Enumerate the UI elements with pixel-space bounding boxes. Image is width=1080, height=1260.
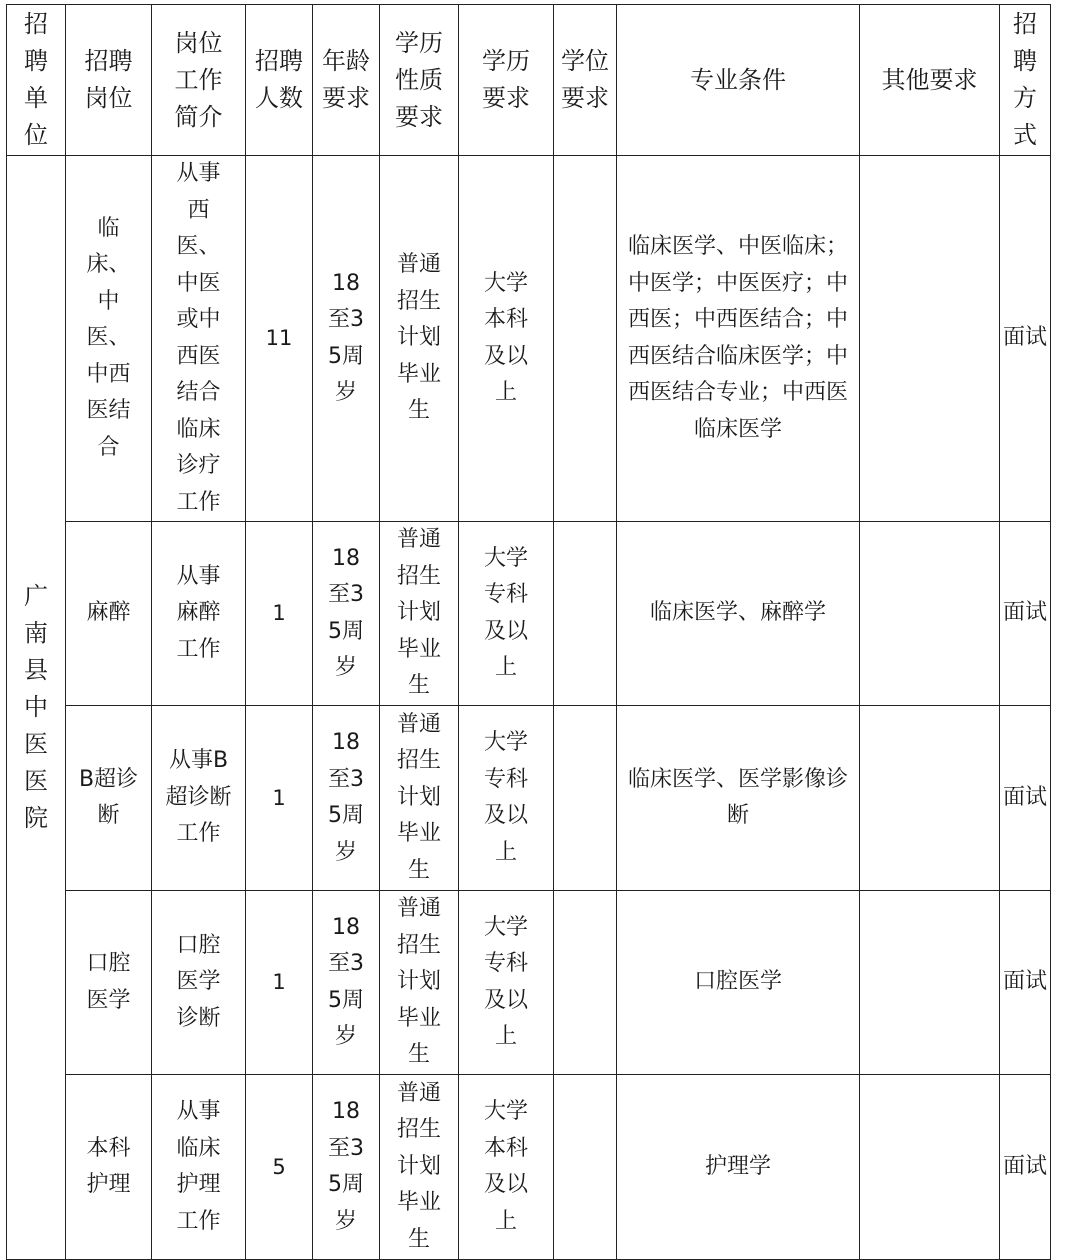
table-row [7, 706, 1051, 891]
header-edu-req: 学历要求 [459, 5, 554, 156]
header-method: 招聘方式 [1000, 5, 1051, 156]
edu-type-cell: 普通招生计划毕业生 [380, 522, 459, 706]
major-cell: 护理学 [617, 1075, 860, 1260]
table-row [7, 891, 1051, 1075]
intro-cell: 从事麻醉工作 [152, 522, 246, 706]
table-row [7, 522, 1051, 706]
age-cell: 18至35周岁 [313, 1075, 380, 1260]
edu-type-cell: 普通招生计划毕业生 [380, 1075, 459, 1260]
method-cell: 面试 [1000, 706, 1051, 891]
count-cell: 5 [246, 1075, 313, 1260]
header-age: 年龄要求 [313, 5, 380, 156]
other-cell [860, 891, 1000, 1075]
count-cell: 1 [246, 522, 313, 706]
major-cell: 临床医学、中医临床；中医学；中医医疗；中西医；中西医结合；中西医结合临床医学；中西医结合专业；中西医临床医学 [617, 156, 860, 522]
edu-type-cell: 普通招生计划毕业生 [380, 891, 459, 1075]
method-cell: 面试 [1000, 891, 1051, 1075]
header-row [7, 5, 1051, 156]
position-cell: 麻醉 [66, 522, 152, 706]
method-cell: 面试 [1000, 522, 1051, 706]
recruitment-table [6, 4, 1051, 1260]
age-cell: 18至35周岁 [313, 706, 380, 891]
other-cell [860, 706, 1000, 891]
major-cell: 口腔医学 [617, 891, 860, 1075]
header-unit: 招聘单位 [7, 5, 66, 156]
header-count: 招聘人数 [246, 5, 313, 156]
method-cell: 面试 [1000, 1075, 1051, 1260]
header-position: 招聘岗位 [66, 5, 152, 156]
edu-type-cell: 普通招生计划毕业生 [380, 706, 459, 891]
header-degree: 学位要求 [554, 5, 617, 156]
degree-cell [554, 706, 617, 891]
method-cell: 面试 [1000, 156, 1051, 522]
count-cell: 11 [246, 156, 313, 522]
edu-req-cell: 大学本科及以上 [459, 1075, 554, 1260]
edu-req-cell: 大学专科及以上 [459, 522, 554, 706]
position-cell: B超诊断 [66, 706, 152, 891]
other-cell [860, 522, 1000, 706]
position-cell: 本科护理 [66, 1075, 152, 1260]
degree-cell [554, 891, 617, 1075]
major-cell: 临床医学、医学影像诊断 [617, 706, 860, 891]
position-cell: 口腔医学 [66, 891, 152, 1075]
header-other: 其他要求 [860, 5, 1000, 156]
edu-req-cell: 大学本科及以上 [459, 156, 554, 522]
degree-cell [554, 156, 617, 522]
age-cell: 18至35周岁 [313, 156, 380, 522]
major-cell: 临床医学、麻醉学 [617, 522, 860, 706]
edu-type-cell: 普通招生计划毕业生 [380, 156, 459, 522]
header-major: 专业条件 [617, 5, 860, 156]
unit-name-cell: 广南县中医医院 [7, 156, 66, 1260]
header-edu-type: 学历性质要求 [380, 5, 459, 156]
age-cell: 18至35周岁 [313, 891, 380, 1075]
intro-cell: 口腔医学诊断 [152, 891, 246, 1075]
age-cell: 18至35周岁 [313, 522, 380, 706]
position-cell: 临床、中医、中西医结合 [66, 156, 152, 522]
edu-req-cell: 大学专科及以上 [459, 891, 554, 1075]
header-intro: 岗位工作简介 [152, 5, 246, 156]
intro-cell: 从事B超诊断工作 [152, 706, 246, 891]
intro-cell: 从事临床护理工作 [152, 1075, 246, 1260]
table-row [7, 156, 1051, 522]
count-cell: 1 [246, 891, 313, 1075]
edu-req-cell: 大学专科及以上 [459, 706, 554, 891]
degree-cell [554, 522, 617, 706]
intro-cell: 从事西医、中医或中西医结合临床诊疗工作 [152, 156, 246, 522]
count-cell: 1 [246, 706, 313, 891]
other-cell [860, 156, 1000, 522]
